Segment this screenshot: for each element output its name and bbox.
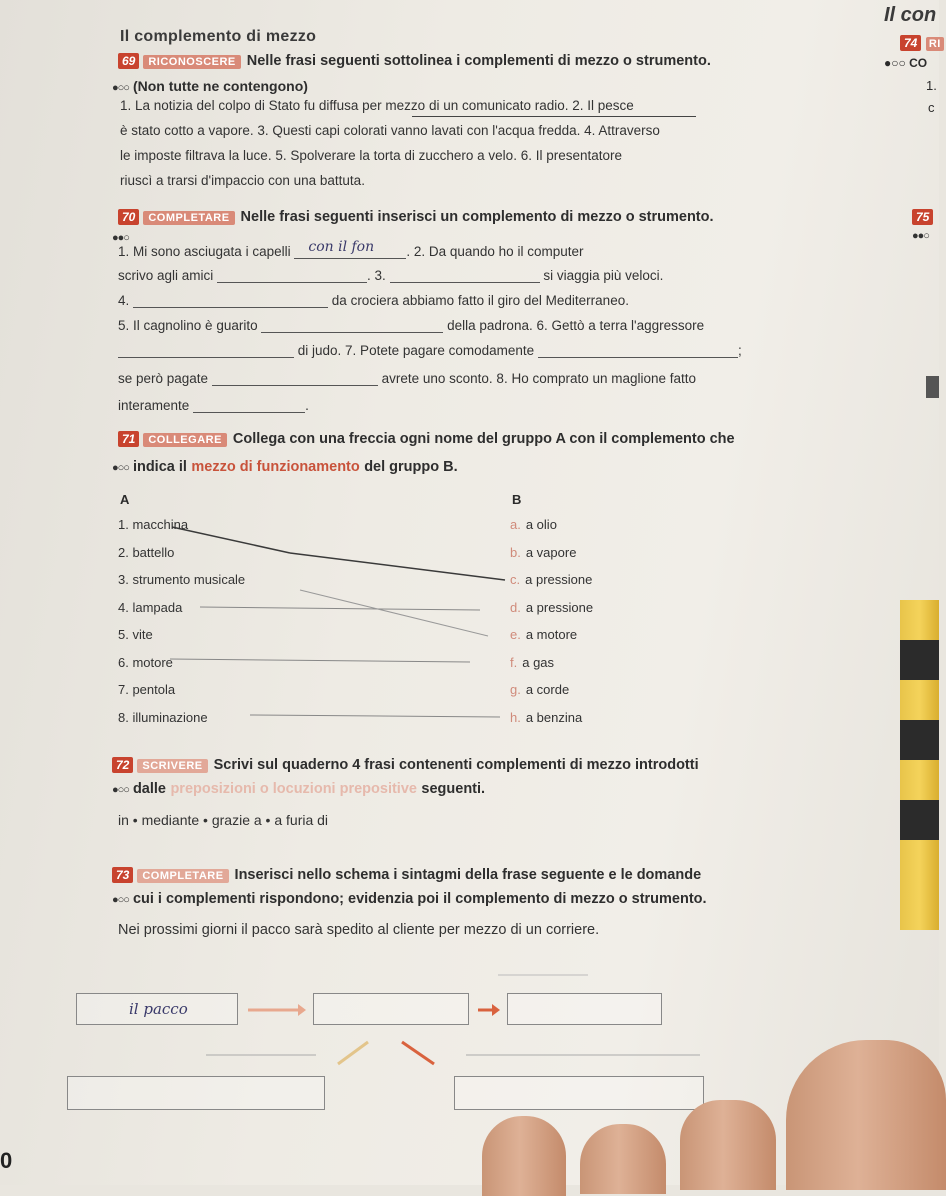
group-b-label: a gas xyxy=(522,654,555,670)
exercise-69-difficulty: ●○○ xyxy=(112,82,129,94)
exercise-69-note: (Non tutte ne contengono) xyxy=(132,78,308,94)
group-b-label: a pressione xyxy=(525,572,593,587)
group-b-item[interactable] xyxy=(510,655,554,670)
group-b-letter: a. xyxy=(510,517,521,532)
group-b-letter: e. xyxy=(510,627,521,642)
exercise-70-difficulty: ●●○ xyxy=(112,232,129,244)
exercise-72-words: in • mediante • grazie a • a furia di xyxy=(118,812,329,828)
group-b-label: a benzina xyxy=(525,709,583,725)
exercise-75-difficulty: ●●○ xyxy=(912,230,929,242)
group-a-item[interactable]: 6. motore xyxy=(118,654,173,670)
ex72-instr-2b: preposizioni o locuzioni prepositive xyxy=(170,781,417,797)
ex70-text-6a: se però pagate xyxy=(118,371,209,386)
group-b-item[interactable] xyxy=(510,600,593,615)
group-a-title: A xyxy=(120,492,130,507)
exercise-70-instruction: Nelle frasi seguenti inserisci un complemento di mezzo o strumento. xyxy=(240,209,714,225)
ex70-text-7a: interamente xyxy=(118,398,190,413)
group-a-item[interactable]: 1. macchina xyxy=(118,517,189,532)
exercise-72-instruction-1: Scrivi sul quaderno 4 frasi contenenti complementi di mezzo introdotti xyxy=(213,757,699,773)
group-b-label: a pressione xyxy=(525,599,594,615)
group-b-letter: h. xyxy=(510,709,521,725)
ex70-text-5b: ; xyxy=(737,343,742,358)
exercise-73-difficulty: ●○○ xyxy=(112,894,129,906)
group-b-item[interactable] xyxy=(510,517,557,532)
group-b-item[interactable] xyxy=(510,710,582,725)
ex70-answer-1: con il fon xyxy=(308,239,375,255)
exercise-70-number: 70 xyxy=(118,209,139,225)
ex70-text-5a: di judo. 7. Potete pagare comodamente xyxy=(297,343,535,358)
ex70-text-1b: . 2. Da quando ho il computer xyxy=(406,244,584,259)
finger-2 xyxy=(580,1124,666,1194)
group-b-letter: f. xyxy=(510,654,518,670)
group-b-label: a corde xyxy=(525,682,570,697)
exercise-69-tag: RICONOSCERE xyxy=(143,55,240,69)
exercise-73-instruction-1: Inserisci nello schema i sintagmi della frase seguente e le domande xyxy=(234,867,702,883)
exercise-74-item-c: c xyxy=(928,100,935,115)
schema-arrow-2-head xyxy=(492,1004,500,1016)
group-b-label: a motore xyxy=(525,627,578,642)
schema-box-subject-text: il pacco xyxy=(129,1000,188,1018)
ex70-text-6b: avrete uno sconto. 8. Ho comprato un maglione fatto xyxy=(381,371,697,386)
group-b-item[interactable] xyxy=(510,682,569,697)
section-title: Il complemento di mezzo xyxy=(120,28,317,45)
group-b-letter: c. xyxy=(510,572,521,587)
group-a-item[interactable]: 4. lampada xyxy=(118,599,183,615)
ex71-instr-2b: mezzo di funzionamento xyxy=(191,459,360,475)
group-a-item[interactable]: 3. strumento musicale xyxy=(118,572,246,587)
ex70-text-2a: scrivo agli amici xyxy=(118,268,214,283)
exercise-72-number: 72 xyxy=(112,757,133,773)
exercise-70-tag: COMPLETARE xyxy=(143,211,234,225)
ex70-text-4b: della padrona. 6. Gettò a terra l'aggressore xyxy=(447,318,705,333)
exercise-74-header xyxy=(900,34,944,52)
finger-4 xyxy=(786,1040,946,1190)
ex70-text-7b: . xyxy=(305,398,309,413)
pencil-stripe-1 xyxy=(900,640,939,680)
group-b-letter: b. xyxy=(510,544,521,560)
exercise-71-instruction-1: Collega con una freccia ogni nome del gruppo A con il complemento che xyxy=(232,431,735,447)
exercise-69-line-2: è stato cotto a vapore. 3. Questi capi colorati vanno lavati con l'acqua fredda. 4. Attraverso xyxy=(120,123,660,138)
right-section-title-cut: Il con xyxy=(884,4,937,26)
exercise-72-tag: SCRIVERE xyxy=(137,759,207,773)
group-b-letter: g. xyxy=(510,682,521,697)
exercise-71-tag: COLLEGARE xyxy=(143,433,227,447)
finger-1 xyxy=(482,1116,566,1196)
exercise-74-number: 74 xyxy=(900,35,921,51)
group-b-item[interactable] xyxy=(510,545,576,560)
pencil-stripe-2 xyxy=(900,720,939,760)
group-a-item[interactable]: 5. vite xyxy=(118,627,153,642)
exercise-73-tag: COMPLETARE xyxy=(137,869,228,883)
ex72-instr-2a: dalle xyxy=(132,781,166,797)
pencil-stripe-3 xyxy=(900,800,939,840)
page-number: 0 xyxy=(0,1148,13,1173)
ex70-text-3b: da crociera abbiamo fatto il giro del Mediterraneo. xyxy=(331,293,629,308)
exercise-73-number: 73 xyxy=(112,867,133,883)
group-b-letter: d. xyxy=(510,599,521,615)
schema-arrow-3 xyxy=(338,1042,368,1064)
exercise-69-instruction: Nelle frasi seguenti sottolinea i complementi di mezzo o strumento. xyxy=(246,53,711,69)
exercise-71-difficulty: ●○○ xyxy=(112,462,129,474)
group-b-item[interactable] xyxy=(510,627,577,642)
finger-3 xyxy=(680,1100,776,1190)
exercise-75-header xyxy=(912,208,933,226)
ex70-text-2c: si viaggia più veloci. xyxy=(543,268,664,283)
exercise-69-number: 69 xyxy=(118,53,139,69)
exercise-74-item-1: 1. xyxy=(926,78,937,93)
ex70-text-4a: 5. Il cagnolino è guarito xyxy=(118,318,258,333)
schema-arrow-4 xyxy=(402,1042,434,1064)
group-b-label: a vapore xyxy=(525,544,577,560)
group-b-item[interactable] xyxy=(510,572,592,587)
schema-arrow-1-head xyxy=(298,1004,306,1016)
ex70-text-1a: 1. Mi sono asciugata i capelli xyxy=(118,244,291,259)
exercise-72-difficulty: ●○○ xyxy=(112,784,129,796)
ex70-text-3a: 4. xyxy=(118,293,130,308)
group-a-item[interactable]: 8. illuminazione xyxy=(118,709,208,725)
ex71-instr-2a: indica il xyxy=(132,459,187,475)
group-b-title: B xyxy=(512,492,522,507)
exercise-69-line-4: riuscì a trarsi d'impaccio con una battuta. xyxy=(120,173,365,188)
group-b-label: a olio xyxy=(525,517,557,532)
exercise-73-instruction-2: cui i complementi rispondono; evidenzia poi il complemento di mezzo o strumento. xyxy=(132,891,707,907)
exercise-71-number: 71 xyxy=(118,431,139,447)
pencil-tip xyxy=(926,376,939,398)
group-a-item[interactable]: 2. battello xyxy=(118,544,175,560)
exercise-74-tag-cut: RI xyxy=(926,37,944,51)
ex72-instr-2c: seguenti. xyxy=(421,781,486,797)
exercise-69-line-3: le imposte filtrava la luce. 5. Spolverare la torta di zucchero a velo. 6. Il presentatore xyxy=(120,148,623,163)
group-a-item[interactable]: 7. pentola xyxy=(118,682,176,697)
ex70-text-2b: . 3. xyxy=(367,268,386,283)
ex71-instr-2c: del gruppo B. xyxy=(364,459,458,475)
exercise-69-line-1: 1. La notizia del colpo di Stato fu diffusa per mezzo di un comunicato radio. 2. Il pesce xyxy=(120,98,634,113)
exercise-74-difficulty: ●○○ CO xyxy=(884,56,928,70)
exercise-73-sentence: Nei prossimi giorni il pacco sarà spedito al cliente per mezzo di un corriere. xyxy=(118,922,600,938)
exercise-75-number: 75 xyxy=(912,209,933,225)
